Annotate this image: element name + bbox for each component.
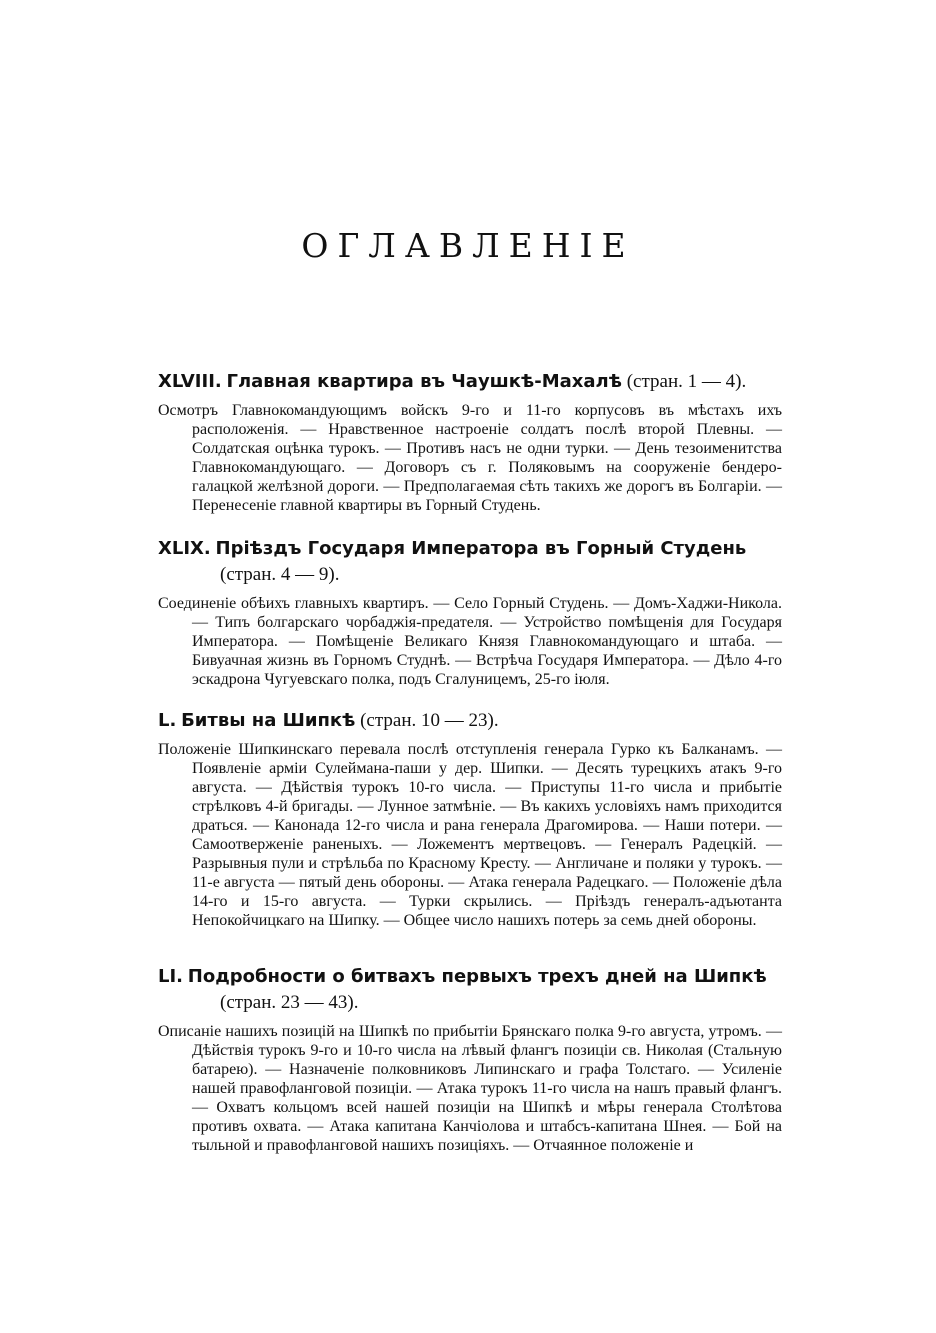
chapter-summary: Положеніе Шипкинскаго перевала послѣ отступленія генерала Гурко къ Балканамъ. — Появленіе арміи Сулеймана-паши у дер. Шипки. — Десять турецкихъ атакъ 9-го августа. — Дѣйствія турокъ 10-го числа. — Приступы 11-го числа и прибытіе стрѣлковъ 4-й бригады. — Лунное затмѣніе. — Въ какихъ условіяхъ намъ приходится драться. — Канонада 12-го числа и рана генерала Драгомирова. — Наши потери. — Самоотверженіе раненыхъ. — Ложементъ мертвецовъ. — Генералъ Радецкій. — Разрывныя пули и стрѣльба по Красному Кресту. — Англичане и поляки у турокъ. — 11-е августа — пятый день обороны. — Атака генерала Радецкаго. — Положеніе дѣла 14-го и 15-го августа. — Турки скрылись. — Пріѣздъ генералъ-адъютанта Непокойчицкаго на Шипку. — Общее число нашихъ потерь за семь дней обороны. [158,741,782,929]
chapter-number: L. [158,710,177,731]
chapter-entry [158,708,782,930]
chapter-name: Главная квартира въ Чаушкѣ-Махалѣ [226,371,622,392]
chapter-pages: (стран. 23 — 43). [220,992,359,1013]
chapter-entry [158,536,782,689]
chapter-heading [158,369,782,395]
chapter-name: Подробности о битвахъ первыхъ трехъ дней на Шипкѣ [187,966,767,987]
chapter-number: LI. [158,966,184,987]
chapter-name: Пріѣздъ Государя Императора въ Горный Студень [215,538,747,559]
chapter-number: XLVIII. [158,371,222,392]
chapter-heading [158,964,782,1016]
chapter-entry [158,964,782,1155]
chapter-heading [158,708,782,734]
chapter-summary: Соединеніе обѣихъ главныхъ квартиръ. — Село Горный Студень. — Домъ-Хаджи-Никола. — Типъ болгарскаго чорбаджія-предателя. — Устройство помѣщенія для Государя Императора. — Помѣщеніе Великаго Князя Главнокомандующаго и штаба. — Бивуачная жизнь въ Горномъ Студнѣ. — Встрѣча Государя Императора. — Дѣло 4-го эскадрона Чугуевскаго полка, подъ Сгалуницемъ, 25-го іюля. [158,595,782,688]
chapter-pages: (стран. 4 — 9). [220,564,340,585]
chapter-pages: (стран. 10 — 23). [360,710,499,731]
chapter-heading [158,536,782,588]
chapter-pages: (стран. 1 — 4). [626,371,747,392]
chapter-summary: Описаніе нашихъ позицій на Шипкѣ по прибытіи Брянскаго полка 9-го августа, утромъ. — Дѣйствія турокъ 9-го и 10-го числа на лѣвый флангъ позиціи св. Николая (Стальную батарею). — Назначеніе полковниковъ Липинскаго и графа Толстаго. — Усиленіе нашей правофланговой позиціи. — Атака турокъ 11-го числа на нашъ правый флангъ. — Охватъ кольцомъ всей нашей позиціи на Шипкѣ и мѣры генерала Столѣтова противъ охвата. — Атака капитана Канчіолова и штабсъ-капитана Шнея. — Бой на тыльной и правофланговой нашихъ позиціяхъ. — Отчаянное положеніе и [158,1023,782,1154]
page-title: ОГЛАВЛЕНІЕ [301,226,635,265]
chapter-entry [158,369,782,515]
chapter-name: Битвы на Шипкѣ [181,710,356,731]
chapter-number: XLIX. [158,538,211,559]
chapter-summary: Осмотръ Главнокомандующимъ войскъ 9-го и 11-го корпусовъ въ мѣстахъ ихъ расположенія. — Нравственное настроеніе солдатъ послѣ второй Плевны. — Солдатская оцѣнка турокъ. — Противъ насъ не одни турки. — День тезоименитства Главнокомандующаго. — Договоръ съ г. Поляковымъ на сооруженіе бендеро-галацкой желѣзной дороги. — Предполагаемая сѣть такихъ же дорогъ въ Болгаріи. — Перенесеніе главной квартиры въ Горный Студень. [158,402,782,514]
